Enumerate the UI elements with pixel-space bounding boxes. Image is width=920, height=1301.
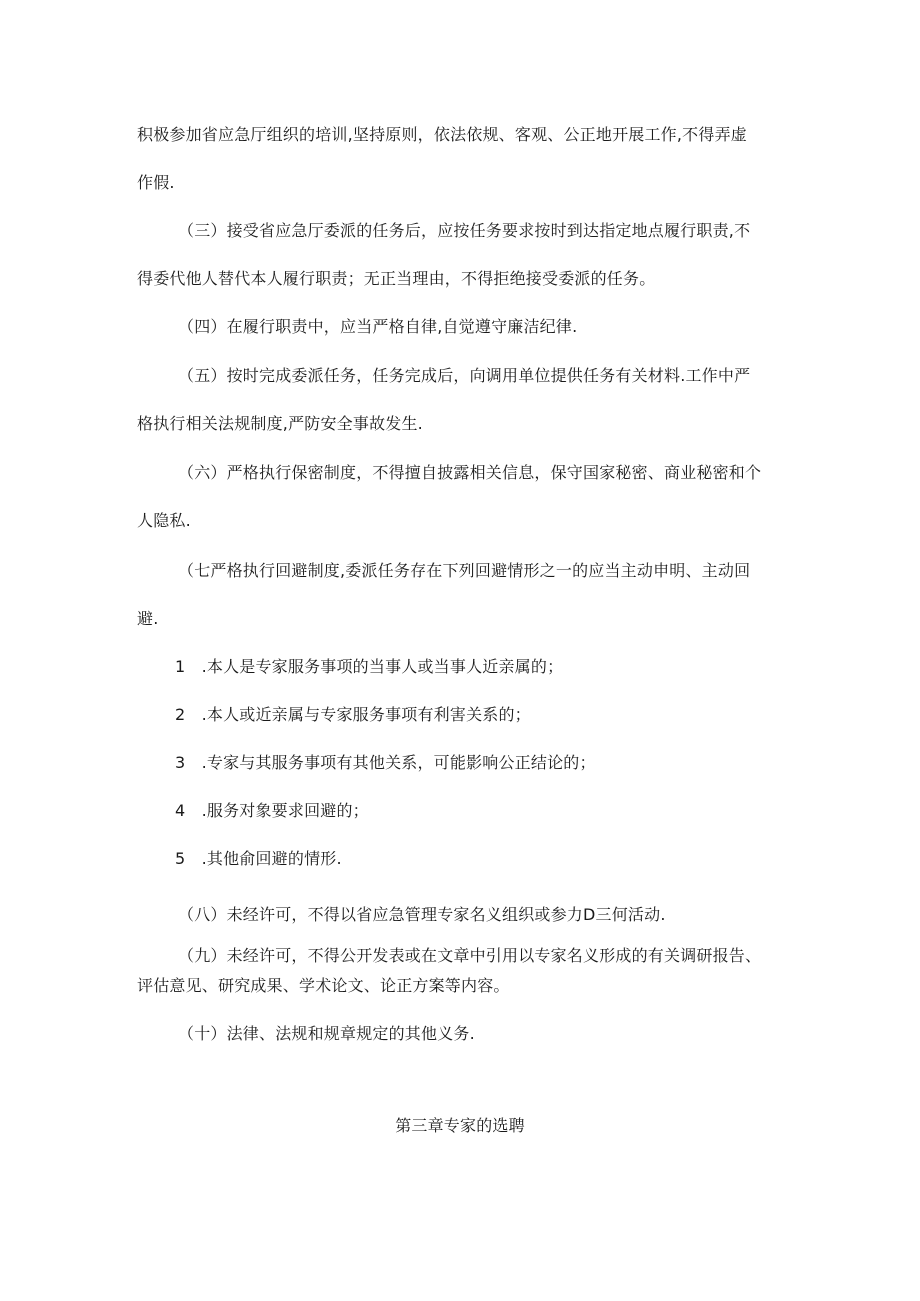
list-item: 3 .专家与其服务事项有其他关系，可能影响公正结论的； bbox=[175, 753, 596, 772]
chapter-title: 第三章专家的选聘 bbox=[395, 1116, 525, 1135]
list-item: 2 .本人或近亲属与专家服务事项有利害关系的； bbox=[175, 705, 531, 724]
clause-3-line: （三）接受省应急厅委派的任务后，应按任务要求按时到达指定地点履行职责,不 bbox=[178, 221, 751, 240]
clause-5-line: 格执行相关法规制度,严防安全事故发生. bbox=[137, 414, 423, 433]
clause-9-line: 评估意见、研究成果、学术论文、论正方案等内容。 bbox=[137, 976, 510, 995]
clause-7-line: 避. bbox=[137, 609, 159, 628]
list-item: 4 .服务对象要求回避的； bbox=[175, 801, 369, 820]
clause-5-line: （五）按时完成委派任务，任务完成后，向调用单位提供任务有关材料.工作中严 bbox=[178, 366, 751, 385]
clause-4-line: （四）在履行职责中，应当严格自律,自觉遵守廉洁纪律. bbox=[178, 317, 578, 336]
clause-10-line: （十）法律、法规和规章规定的其他义务. bbox=[178, 1024, 475, 1043]
paragraph-line: 积极参加省应急厅组织的培训,坚持原则，依法依规、客观、公正地开展工作,不得弄虚 bbox=[137, 125, 747, 144]
clause-9-line: （九）未经许可，不得公开发表或在文章中引用以专家名义形成的有关调研报告、 bbox=[178, 946, 762, 965]
clause-8-line: （八）未经许可，不得以省应急管理专家名义组织或参力D三何活动. bbox=[178, 905, 666, 924]
clause-6-line: 人隐私. bbox=[137, 511, 191, 530]
list-item: 1 .本人是专家服务事项的当事人或当事人近亲属的； bbox=[175, 657, 564, 676]
paragraph-line: 作假. bbox=[137, 173, 175, 192]
list-item: 5 .其他俞回避的情形. bbox=[175, 849, 342, 868]
clause-6-line: （六）严格执行保密制度，不得擅自披露相关信息，保守国家秘密、商业秘密和个 bbox=[178, 463, 762, 482]
clause-7-line: （七严格执行回避制度,委派任务存在下列回避情形之一的应当主动申明、主动回 bbox=[178, 561, 751, 580]
clause-3-line: 得委代他人替代本人履行职责；无正当理由，不得拒绝接受委派的任务。 bbox=[137, 269, 656, 288]
